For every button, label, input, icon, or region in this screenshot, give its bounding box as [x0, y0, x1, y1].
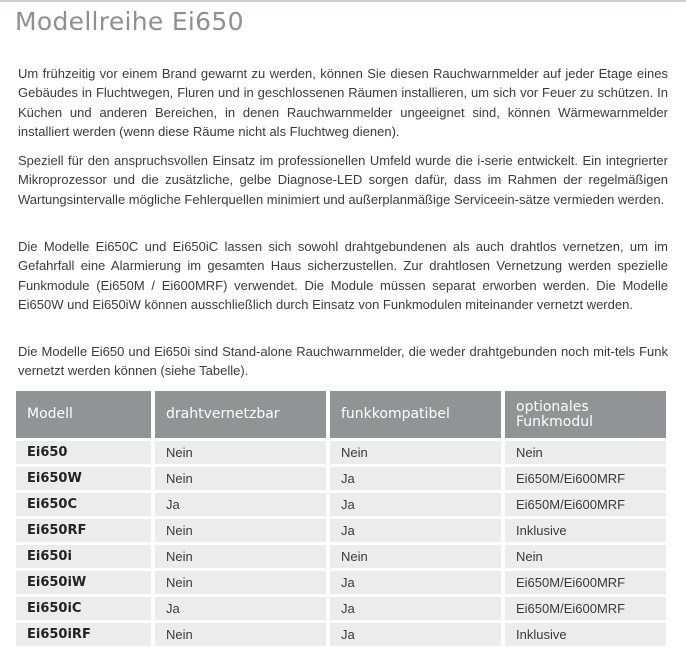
- cell-funkmodul: Inklusive: [505, 519, 666, 542]
- intro-paragraph: Um frühzeitig vor einem Brand gewarnt zu werden, können Sie diesen Rauchwarnmelder auf jeder Etage eines Gebäudes in Fluchtwegen, Fluren und in geschlossenen Räumen installieren, um sich vor Feuer zu schützen. In Küchen und anderen Bereichen, in denen Rauchwarnmelder ungeeignet sind, können Wärmewarnmelder installiert werden (wenn diese Räume nicht als Fluchtweg dienen).: [18, 66, 668, 140]
- cell-model: Ei650C: [16, 493, 151, 516]
- table-row: [16, 571, 666, 594]
- header-modell: Modell: [16, 391, 151, 438]
- table-row: [16, 545, 666, 568]
- page-title: Modellreihe Ei650: [15, 7, 244, 36]
- cell-drahtvernetzbar: Nein: [155, 571, 326, 594]
- table-row: [16, 519, 666, 542]
- cell-funkkompatibel: Ja: [330, 493, 501, 516]
- cell-model: Ei650i: [16, 545, 151, 568]
- table-row: [16, 597, 666, 620]
- cell-funkmodul: Ei650M/Ei600MRF: [505, 597, 666, 620]
- networking-paragraph: Die Modelle Ei650C und Ei650iC lassen sich sowohl drahtgebundenen als auch drahtlos vernetzen, um im Gefahrfall eine Alarmierung im gesamten Haus sicherzustellen. Zur drahtlosen Vernetzung werden spezielle Funkmodule (Ei650M / Ei600MRF) verwendet. Die Module müssen separat erworben werden. Die Modelle Ei650W und Ei650iW können ausschließlich durch Einsatz von Funkmodulen miteinander vernetzt werden.: [18, 239, 668, 313]
- model-comparison-table: [12, 388, 670, 649]
- table-row: [16, 467, 666, 490]
- cell-funkkompatibel: Ja: [330, 623, 501, 646]
- header-optionales-funkmodul: optionales Funkmodul: [505, 391, 666, 438]
- header-funkkompatibel: funkkompatibel: [330, 391, 501, 438]
- table-header-row: [16, 391, 666, 438]
- standalone-paragraph: Die Modelle Ei650 und Ei650i sind Stand-alone Rauchwarnmelder, die weder drahtgebunden noch mit-tels Funk vernetzt werden können (siehe Tabelle).: [18, 344, 668, 379]
- cell-drahtvernetzbar: Ja: [155, 597, 326, 620]
- cell-funkmodul: Ei650M/Ei600MRF: [505, 493, 666, 516]
- cell-drahtvernetzbar: Nein: [155, 623, 326, 646]
- cell-drahtvernetzbar: Nein: [155, 467, 326, 490]
- cell-funkmodul: Nein: [505, 545, 666, 568]
- cell-model: Ei650iC: [16, 597, 151, 620]
- cell-funkkompatibel: Ja: [330, 519, 501, 542]
- table-row: [16, 493, 666, 516]
- cell-drahtvernetzbar: Ja: [155, 493, 326, 516]
- cell-funkkompatibel: Nein: [330, 441, 501, 464]
- cell-model: Ei650W: [16, 467, 151, 490]
- i-series-paragraph: Speziell für den anspruchsvollen Einsatz im professionellen Umfeld wurde die i-serie entwickelt. Ein integrierter Mikroprozessor und die zusätzliche, gelbe Diagnose-LED sorgen dafür, dass im Rahmen der regelmäßigen Wartungsintervalle mögliche Fehlerquellen minimiert und außerplanmäßige Serviceein-sätze vermieden werden.: [18, 153, 668, 207]
- cell-model: Ei650iW: [16, 571, 151, 594]
- cell-funkmodul: Inklusive: [505, 623, 666, 646]
- cell-model: Ei650: [16, 441, 151, 464]
- cell-drahtvernetzbar: Nein: [155, 519, 326, 542]
- table-row: [16, 623, 666, 646]
- cell-funkkompatibel: Nein: [330, 545, 501, 568]
- cell-funkmodul: Nein: [505, 441, 666, 464]
- top-divider: [0, 0, 686, 2]
- cell-funkkompatibel: Ja: [330, 467, 501, 490]
- table-row: [16, 441, 666, 464]
- cell-funkkompatibel: Ja: [330, 597, 501, 620]
- cell-model: Ei650RF: [16, 519, 151, 542]
- header-drahtvernetzbar: drahtvernetzbar: [155, 391, 326, 438]
- cell-funkmodul: Ei650M/Ei600MRF: [505, 467, 666, 490]
- cell-funkmodul: Ei650M/Ei600MRF: [505, 571, 666, 594]
- cell-drahtvernetzbar: Nein: [155, 441, 326, 464]
- cell-model: Ei650iRF: [16, 623, 151, 646]
- cell-drahtvernetzbar: Nein: [155, 545, 326, 568]
- cell-funkkompatibel: Ja: [330, 571, 501, 594]
